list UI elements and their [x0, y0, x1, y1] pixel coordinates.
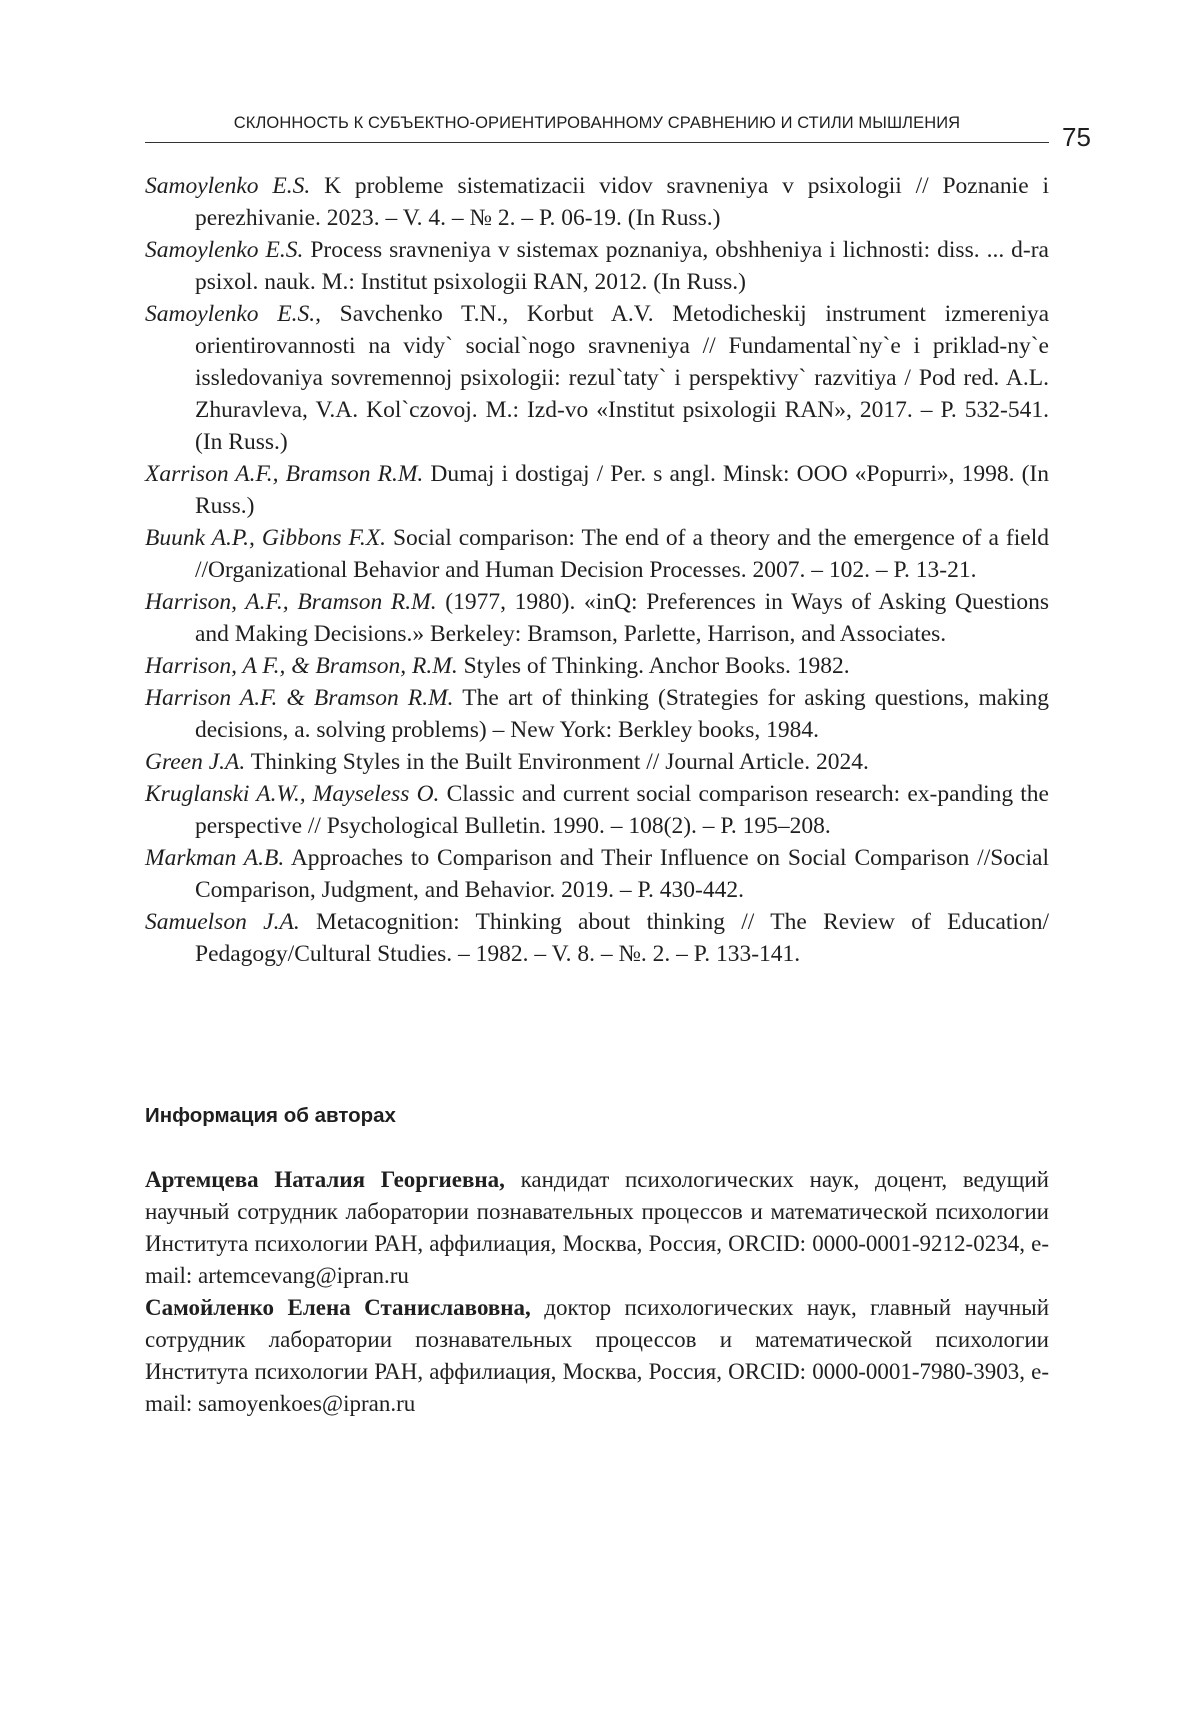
reference-authors: Harrison, A.F., Bramson R.M.: [145, 589, 437, 615]
reference-authors: Samoylenko E.S.: [145, 237, 304, 263]
reference-text: Styles of Thinking. Anchor Books. 1982.: [457, 653, 850, 679]
author-entry: [145, 1292, 1049, 1420]
author-details: доктор психологических наук, главный научный сотрудник лаборатории познавательных процессов и математической психологии Института психологии РАН, аффилиация, Москва, Россия, ORCID: 0000-0001-7980-3903, e-mail: samoyenkoes@ipran.ru: [145, 1295, 1049, 1416]
reference-item: [145, 522, 1049, 586]
reference-authors: Kruglanski A.W., Mayseless O.: [145, 781, 440, 807]
section-title: Информация об авторах: [145, 1104, 396, 1127]
reference-authors: Samoylenko E.S.: [145, 173, 311, 199]
reference-text: The art of thinking (Strategies for asking questions, making decisions, a. solving problems) – New York: Berkley books, 1984.: [195, 685, 1049, 743]
reference-authors: Harrison A.F. & Bramson R.M.: [145, 685, 454, 711]
reference-text: Approaches to Comparison and Their Influence on Social Comparison //Social Comparison, Judgment, and Behavior. 2019. – P. 430-442.: [195, 845, 1049, 903]
reference-text: (1977, 1980). «inQ: Preferences in Ways of Asking Questions and Making Decisions.» Berkeley: Bramson, Parlette, Harrison, and Associates.: [195, 589, 1049, 647]
reference-item: [145, 650, 1049, 682]
author-entry: [145, 1164, 1049, 1292]
page-number: 75: [1062, 122, 1091, 152]
reference-item: [145, 170, 1049, 234]
reference-text: Savchenko T.N., Korbut A.V. Metodicheskij instrument izmereniya orientirovannosti na vidy` social`nogo sravneniya // Fundamental`ny`e i priklad-ny`e issledovaniya sovremennoj psixologii: rezul`taty` i perspektivy` razvitiya / Pod red. A.L. Zhuravleva, V.A. Kol`czovoj. M.: Izd-vo «Institut psixologii RAN», 2017. – P. 532-541. (In Russ.): [195, 301, 1049, 455]
reference-authors: Xarrison A.F., Bramson R.M.: [145, 461, 424, 487]
author-name: Самойленко Елена Станиславовна,: [145, 1295, 531, 1320]
running-head: СКЛОННОСТЬ К СУБЪЕКТНО-ОРИЕНТИРОВАННОМУ СРАВНЕНИЮ И СТИЛИ МЫШЛЕНИЯ: [145, 112, 1049, 143]
reference-text: Metacognition: Thinking about thinking // The Review of Education/ Pedagogy/Cultural Studies. – 1982. – V. 8. – №. 2. – P. 133-141.: [195, 909, 1049, 967]
authors-info: [145, 1164, 1049, 1420]
reference-item: [145, 906, 1049, 970]
reference-authors: Samoylenko E.S.,: [145, 301, 321, 327]
reference-text: K probleme sistematizacii vidov sravneniya v psixologii // Poznanie i perezhivanie. 2023. – V. 4. – № 2. – P. 06-19. (In Russ.): [195, 173, 1049, 231]
reference-item: [145, 586, 1049, 650]
author-details: кандидат психологических наук, доцент, ведущий научный сотрудник лаборатории познавательных процессов и математической психологии Института психологии РАН, аффилиация, Москва, Россия, ORCID: 0000-0001-9212-0234, e-mail: artemcevang@ipran.ru: [145, 1167, 1049, 1288]
reference-item: [145, 842, 1049, 906]
reference-text: Dumaj i dostigaj / Per. s angl. Minsk: OOO «Popurri», 1998. (In Russ.): [195, 461, 1050, 519]
reference-item: [145, 234, 1049, 298]
reference-item: [145, 682, 1049, 746]
reference-text: Social comparison: The end of a theory and the emergence of a field //Organizational Behavior and Human Decision Processes. 2007. – 102. – P. 13-21.: [195, 525, 1049, 583]
reference-authors: Buunk A.P., Gibbons F.X.: [145, 525, 386, 551]
references-list: [145, 170, 1049, 970]
reference-authors: Samuelson J.A.: [145, 909, 300, 935]
reference-text: Classic and current social comparison research: ex-panding the perspective // Psychological Bulletin. 1990. – 108(2). – P. 195–208.: [195, 781, 1049, 839]
reference-item: [145, 746, 1049, 778]
reference-text: Process sravneniya v sistemax poznaniya, obshheniya i lichnosti: diss. ... d-ra psixol. nauk. M.: Institut psixologii RAN, 2012. (In Russ.): [195, 237, 1049, 295]
reference-authors: Harrison, A F., & Bramson, R.M.: [145, 653, 458, 679]
reference-authors: Markman A.B.: [145, 845, 285, 871]
reference-item: [145, 778, 1049, 842]
reference-item: [145, 458, 1049, 522]
author-name: Артемцева Наталия Георгиевна,: [145, 1167, 505, 1192]
reference-item: [145, 298, 1049, 458]
reference-authors: Green J.A.: [145, 749, 246, 775]
reference-text: Thinking Styles in the Built Environment // Journal Article. 2024.: [245, 749, 869, 775]
